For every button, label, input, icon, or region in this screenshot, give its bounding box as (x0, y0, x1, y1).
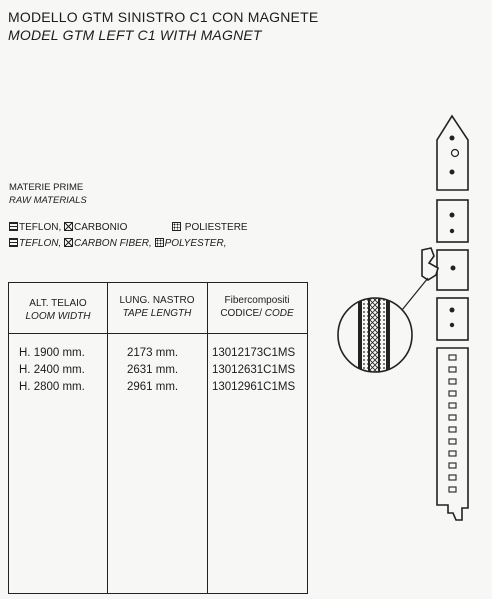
teflon-label-it: TEFLON, (19, 222, 62, 233)
tape-long-segment (437, 348, 468, 520)
cross-section-layers (358, 295, 390, 375)
materials-row-en (9, 238, 226, 249)
materials-heading-it: MATERIE PRIME (9, 182, 84, 193)
materials-row-it (9, 222, 127, 233)
row-2-height: H. 2400 mm. (19, 364, 85, 376)
tape-segment (437, 298, 468, 340)
row-1-length: 2173 mm. (127, 347, 179, 359)
carbon-swatch-icon (64, 222, 73, 231)
teflon-swatch-icon (9, 238, 18, 247)
column-divider (107, 283, 108, 593)
carbon-label-en: CARBON FIBER, (74, 238, 152, 249)
polyester-swatch-icon (172, 222, 181, 231)
magnet-clip (422, 248, 438, 280)
poly-row-it (172, 222, 248, 233)
leader-line (402, 278, 428, 310)
row-2-code: 13012631C1MS (212, 364, 296, 376)
header-loom-width: ALT. TELAIO LOOM WIDTH (25, 298, 91, 322)
tape-diagram (330, 110, 480, 530)
teflon-label-en: TEFLON, (19, 238, 62, 249)
poly-label-en: POLYESTER, (164, 238, 227, 249)
row-3-height: H. 2800 mm. (19, 381, 85, 393)
tape-slots (449, 355, 456, 492)
teflon-swatch-icon (9, 222, 18, 231)
column-divider (207, 283, 208, 593)
header-divider (9, 333, 307, 334)
row-2-length: 2631 mm. (127, 364, 179, 376)
tape-tip-segment (437, 116, 468, 190)
materials-heading-en: RAW MATERIALS (9, 195, 87, 206)
product-table (8, 282, 308, 594)
poly-label-it: POLIESTERE (184, 222, 248, 233)
row-3-length: 2961 mm. (127, 381, 179, 393)
header-code: Fibercompositi CODICE/ CODE (220, 295, 294, 319)
carbon-label-it: CARBONIO (74, 222, 128, 233)
carbon-swatch-icon (64, 238, 73, 247)
polyester-swatch-icon (155, 238, 164, 247)
tape-segment (437, 200, 468, 242)
row-1-code: 13012173C1MS (212, 347, 296, 359)
title-italian: MODELLO GTM SINISTRO C1 CON MAGNETE (8, 9, 319, 25)
header-tape-length: LUNG. NASTRO TAPE LENGTH (119, 295, 195, 319)
row-3-code: 13012961C1MS (212, 381, 296, 393)
title-english: MODEL GTM LEFT C1 WITH MAGNET (8, 27, 262, 43)
row-1-height: H. 1900 mm. (19, 347, 85, 359)
